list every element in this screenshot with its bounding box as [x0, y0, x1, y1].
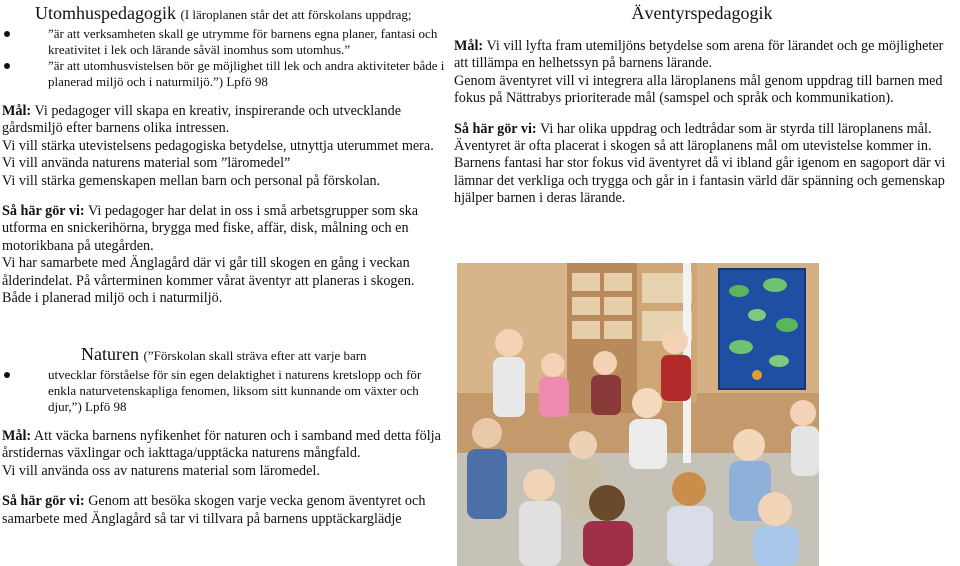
section-naturen — [2, 343, 447, 528]
list-item: ”är att utomhusvistelsen bör ge möjlighet till lek och andra aktiviteter både i planerad miljö och i naturmiljö.”) Lpfö 98 — [2, 58, 447, 90]
section-aventyrspedagogik — [454, 2, 960, 208]
naturen-title-note: (”Förskolan skall sträva efter att varje barn — [143, 348, 367, 363]
how-text: Vi har olika uppdrag och ledtrådar som är styrda till läroplanens mål. — [539, 120, 932, 137]
how-label: Så här gör vi: — [2, 493, 85, 510]
bullet-icon — [4, 63, 10, 69]
goal-text: Vi vill lyfta fram utemiljöns betydelse som arena för lärandet och ge möjligheter att tillämpa en helhetssyn på barnens lärande. — [454, 38, 944, 72]
aventyr-how-extra-1: Äventyret är ofta placerat i skogen så att läroplanens mål om utevistelse kommer in. — [454, 138, 932, 155]
utomhus-goal-extra-1: Vi vill stärka utevistelsens pedagogiska betydelse, utnyttja uterummet mera. Vi vill använda naturens material som ”läromedel” — [2, 137, 434, 172]
utomhus-bullet-list — [2, 26, 447, 90]
utomhus-title-note: (I läroplanen står det att förskolans uppdrag; — [180, 7, 412, 22]
bullet-icon — [4, 31, 10, 37]
list-item: utvecklar förståelse för sin egen delaktighet i naturens kretslopp och för enkla naturvetenskapliga fenomen, liksom sitt kunnande om växter och djur,”) Lpfö 98 — [2, 367, 447, 415]
photo-illustration — [457, 263, 819, 566]
section-utomhuspedagogik — [2, 2, 447, 307]
naturen-how — [2, 493, 447, 528]
naturen-bullet-list — [2, 367, 447, 415]
heading-utomhuspedagogik — [2, 2, 447, 26]
utomhus-goal-extra-2: Vi vill stärka gemenskapen mellan barn och personal på förskolan. — [2, 172, 381, 189]
how-text: Vi pedagoger har delat in oss i små arbetsgrupper som ska utforma en snickerihörna, brygga med fiske, affär, disk, målning och en motorikbana på utegården. — [2, 203, 419, 254]
utomhus-title: Utomhuspedagogik — [35, 3, 176, 23]
goal-label: Mål: — [454, 38, 484, 54]
goal-text: Vi pedagoger vill skapa en kreativ, inspirerande och utvecklande gårdsmiljö efter barnens olika intressen. — [2, 103, 402, 137]
goal-label: Mål: — [2, 428, 32, 444]
aventyr-goal-extra: Genom äventyret vill vi integrera alla läroplanens mål genom uppdrag till barnen med fokus på Nättrabys prioriterade mål (samspel och språk och kommunikation). — [454, 72, 943, 107]
aventyr-how-extra-2: Barnens fantasi har stor fokus vid äventyret då vi ibland går igenom en sagoport där vi lämnar det verkliga och trygga och går in i fantasin värld där spänning och gemenskap hjälper barnen i deras lärande. — [454, 155, 946, 207]
aventyr-how — [454, 121, 960, 138]
aventyr-goal — [454, 38, 960, 73]
naturen-title: Naturen — [81, 344, 139, 364]
how-label: Så här gör vi: — [2, 203, 85, 220]
naturen-goal-extra: Vi vill använda oss av naturens material som läromedel. — [2, 462, 320, 479]
heading-aventyrspedagogik: Äventyrspedagogik — [631, 3, 773, 23]
how-text: Genom att besöka skogen varje vecka genom äventyret och samarbete med Änglagård så tar vi tillvara på barnens upptäckarglädje — [2, 493, 426, 527]
utomhus-how — [2, 203, 447, 255]
heading-naturen — [2, 343, 447, 367]
list-item: ”är att verksamheten skall ge utrymme för barnens egna planer, fantasi och kreativitet i lek och lärande såväl inomhus som utomhus.” — [2, 26, 447, 58]
children-photo — [457, 263, 819, 566]
naturen-goal — [2, 428, 447, 463]
goal-label: Mål: — [2, 103, 32, 119]
utomhus-goal — [2, 103, 447, 138]
how-label: Så här gör vi: — [454, 120, 537, 137]
utomhus-how-extra: Vi har samarbete med Änglagård där vi går till skogen en gång i veckan ålderindelat. På vårterminen kommer vårat äventyr att planeras i skogen. Både i planerad miljö och i naturmiljö. — [2, 255, 415, 307]
bullet-icon — [4, 372, 10, 378]
goal-text: Att väcka barnens nyfikenhet för naturen och i samband med detta följa årstidernas växlingar och iakttaga/upptäcka naturens mångfald. — [2, 428, 441, 462]
